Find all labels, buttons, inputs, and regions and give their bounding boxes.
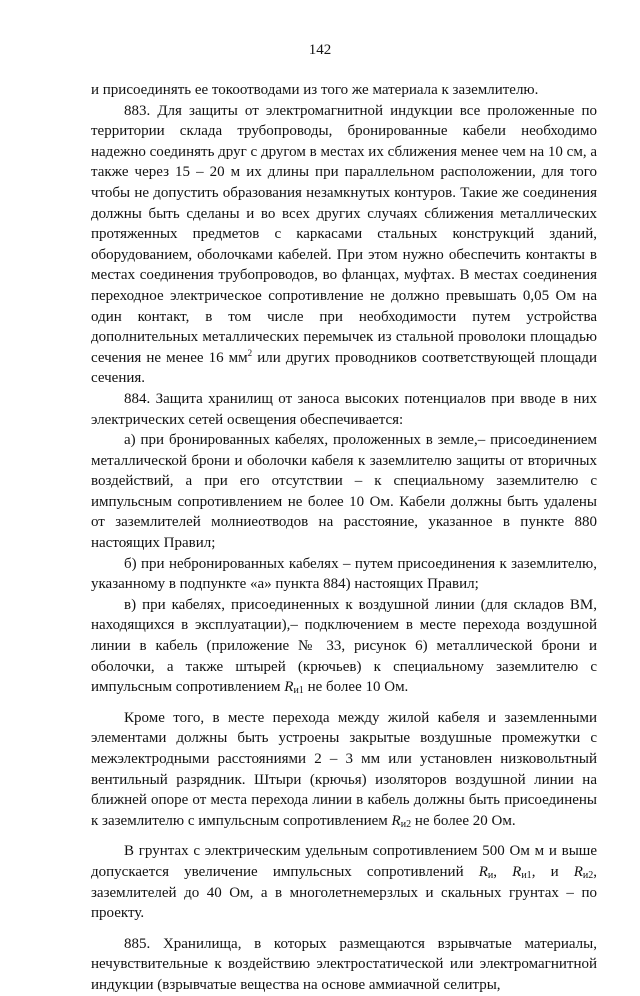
- resistance-symbol: R: [512, 863, 522, 880]
- subitem-v-tail: не более 10 Ом.: [303, 679, 409, 696]
- paragraph-additionally: [91, 708, 597, 832]
- paragraph-884: 884. Защита хранилищ от заноса высоких потенциалов при вводе в них электрических сетей освещения обеспечивается:: [91, 390, 597, 428]
- paragraph-883-tail: или других проводников соответствующей площади сечения.: [91, 349, 597, 387]
- subitem-a: а) при бронированных кабелях, проложенных в земле,– присоединением металлической брони и оболочки кабеля к заземлителю защиты от вторичных воздействий, а при его отсутствии – к специальному заземлителю с импульсным сопротивлением не более 10 Ом. Кабели должны быть удалены от заземлителей молниеотводов на расстояние, указанное в пункте 880 настоящих Правил;: [91, 432, 597, 552]
- resistance-subscript: и2: [400, 818, 412, 830]
- paragraph-soils-text: В грунтах с электрическим удельным сопротивлением 500 Ом м и выше допускается увеличение импульсных сопротивлений: [91, 843, 597, 880]
- resistance-symbol: R: [573, 863, 583, 880]
- resistance-subscript: и1: [521, 869, 532, 881]
- resistance-symbol: R: [478, 863, 488, 880]
- separator-text: , и: [531, 863, 574, 880]
- paragraph-soils: [91, 841, 597, 923]
- page-number: 142: [308, 42, 332, 58]
- subitem-v: [91, 595, 597, 698]
- superscript-2: 2: [247, 347, 253, 358]
- resistance-subscript: и1: [293, 685, 304, 697]
- resistance-symbol: R: [391, 812, 401, 829]
- document-body: [91, 80, 597, 996]
- paragraph-soils-tail: , заземлителей до 40 Ом, а в многолетнемерзлых и скальных грунтах – по проекту.: [91, 863, 598, 922]
- resistance-subscript: и2: [582, 869, 594, 881]
- paragraph-continuation: и присоединять ее токоотводами из того же материала к заземлителю.: [91, 82, 539, 98]
- separator-text: ,: [493, 863, 513, 880]
- paragraph-additionally-text: Кроме того, в месте перехода между жилой кабеля и заземленными элементами должны быть устроены закрытые воздушные промежутки с межэлектродными расстояниями 2 – 3 мм или установлен низковольтный вентильный разрядник. Штыри (крючья) изоляторов воздушной линии на ближней опоре от места перехода линии в кабель должны быть присоединены к заземлителю с импульсным сопротивлением: [91, 709, 597, 829]
- paragraph-883: [91, 101, 597, 389]
- subitem-b: б) при небронированных кабелях – путем присоединения к заземлителю, указанному в подпункте «а» пункта 884) настоящих Правил;: [91, 555, 597, 593]
- subitem-v-text: в) при кабелях, присоединенных к воздушной линии (для складов ВМ, находящихся в эксплуатации),– подключением в месте перехода воздушной линии в кабель (приложение № 33, рисунок 6) металлической брони и оболочки, а также штырей (крючьев) к специальному заземлителю с импульсным сопротивлением: [91, 596, 597, 696]
- paragraph-885: 885. Хранилища, в которых размещаются взрывчатые материалы, нечувствительные к воздействию электростатической или электромагнитной индукции (взрывчатые вещества на основе аммиачной селитры,: [91, 935, 597, 993]
- paragraph-883-text: 883. Для защиты от электромагнитной индукции все проложенные по территории склада трубопроводы, бронированные кабели необходимо надежно соединять друг с другом в местах их сближения менее чем на 10 см, а также через 15 – 20 м их длины при параллельном расположении, для того чтобы не допустить образования незамкнутых контуров. Такие же соединения должны быть сделаны и во всех других случаях сближения металлических протяженных предметов с каркасами стальных конструкций зданий, оборудованием, оболочками кабелей. При этом нужно обеспечить контакты в местах соединения трубопроводов, во фланцах, муфтах. В местах соединения переходное электрическое сопротивление не должно превышать 0,05 Ом на один контакт, в том числе при необходимости путем устройства дополнительных металлических перемычек из стальной проволоки площадью сечения не менее 16 мм: [91, 102, 597, 366]
- resistance-subscript: и: [487, 869, 494, 881]
- paragraph-additionally-tail: не более 20 Ом.: [411, 812, 516, 829]
- resistance-symbol: R: [284, 679, 294, 696]
